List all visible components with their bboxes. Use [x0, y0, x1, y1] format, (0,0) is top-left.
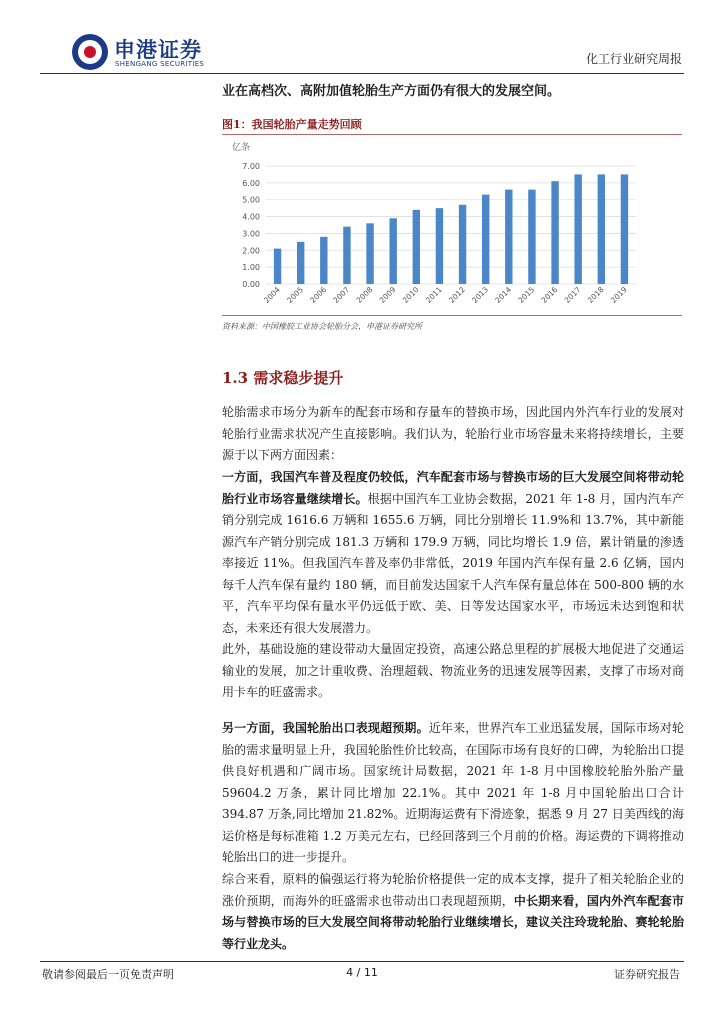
y-tick-label: 7.00: [242, 162, 260, 171]
footer-divider: [40, 961, 684, 962]
paragraph-5-bold: 中长期来看，国内外汽车配套市场与替换市场的巨大发展空间将带动轮胎行业继续增长: [222, 893, 684, 929]
page-number: 4 / 11: [346, 966, 378, 979]
x-tick-label: 2017: [562, 285, 583, 305]
x-tick-label: 2008: [354, 285, 375, 305]
footer-report-label: 证券研究报告: [614, 968, 680, 981]
x-tick-label: 2018: [585, 285, 606, 305]
brand-name-en: SHENGANG SECURITIES: [115, 60, 205, 68]
chart-y-ticks: [242, 162, 260, 289]
chart-bars: [274, 174, 628, 284]
x-tick-label: 2005: [285, 285, 306, 305]
x-tick-label: 2016: [539, 285, 560, 305]
x-tick-label: 2009: [377, 285, 398, 305]
report-type: 化工行业研究周报: [585, 52, 682, 66]
paragraph-2: [222, 467, 684, 639]
bar-2017: [574, 174, 581, 284]
y-tick-label: 4.00: [242, 212, 260, 222]
bar-2006: [320, 237, 327, 284]
y-tick-label: 3.00: [242, 229, 260, 239]
header-divider: [40, 73, 684, 74]
x-tick-label: 2014: [493, 285, 514, 305]
chart-y-label: 亿条: [232, 143, 251, 153]
paragraph-1: [222, 402, 684, 467]
paragraph-2-text: 根据中国汽车工业协会数据，2021 年 1-8 月，国内汽车产销分别完成 1616.6 万辆和 1655.6 万辆，同比分别增长 11.9%和 13.7%，其中新能源汽车产销分别完成 181.3 万辆和 179.9 万辆，同比均增长 1.9 倍，累计销量的渗透率接近 11%。但我国汽车普及率仍非常低，2019 年国内汽车保有量 2.6 亿辆，国内每千人汽车保有量约 180 辆，而目前发达国家千人汽车保有量总体在 500-800 辆的水平，汽车平均保有量水平仍远低于欧、美、日等发达国家水平，市场远未达到饱和状态，未来还有很大发展潜力。: [222, 491, 684, 635]
bar-2004: [274, 249, 281, 284]
shengang-logo-icon: [72, 34, 108, 70]
bar-2013: [482, 195, 489, 284]
x-tick-label: 2019: [608, 285, 629, 305]
chart-x-ticks: [262, 285, 629, 305]
x-tick-label: 2006: [308, 285, 329, 305]
bar-2010: [413, 210, 420, 284]
bar-2016: [551, 181, 558, 284]
x-tick-label: 2007: [331, 285, 352, 305]
paragraph-5-text-end: ，建议关注玲珑轮胎、赛轮轮胎等行业龙头。: [222, 915, 684, 951]
bar-2011: [436, 208, 443, 284]
x-tick-label: 2013: [470, 285, 491, 305]
chart-svg: [222, 136, 682, 312]
y-tick-label: 5.00: [242, 195, 260, 205]
paragraph-5: [222, 869, 684, 955]
y-tick-label: 6.00: [242, 178, 260, 188]
paragraph-2-bold: 一方面，我国汽车普及程度仍较低，汽车配套市场与替换市场的巨大发展空间将带动轮胎行业市场容量继续增长。: [222, 470, 684, 506]
bar-2019: [621, 174, 628, 284]
x-tick-label: 2015: [516, 285, 537, 305]
y-tick-label: 0.00: [242, 280, 260, 289]
bar-2005: [297, 242, 304, 284]
paragraph-5-text-start: 综合来看，原料的偏强运行将为轮胎价格提供一定的成本支撑，提升了相关轮胎企业的涨价预期，而海外的旺盛需求也带动出口表现超预期，: [222, 872, 684, 908]
brand-name: 申港证券: [114, 38, 202, 62]
paragraph-4-bold: 另一方面，我国轮胎出口表现超预期。: [222, 721, 429, 735]
intro-line: 业在高档次、高附加值轮胎生产方面仍有很大的发展空间。: [222, 84, 561, 99]
figure-source: 资料来源：中国橡胶工业协会轮胎分会，申港证券研究所: [222, 322, 422, 331]
figure-divider-top: [222, 134, 682, 135]
bar-2015: [528, 190, 535, 284]
paragraph-1-text: 轮胎需求市场分为新车的配套市场和存量车的替换市场，因此国内外汽车行业的发展对轮胎行业需求状况产生直接影响。我们认为，轮胎行业市场容量未来将持续增长，主要源于以下两方面因素：: [222, 405, 684, 462]
y-tick-label: 1.00: [242, 263, 260, 273]
paragraph-4-text: 近年来，世界汽车工业迅猛发展，国际市场对轮胎的需求量明显上升，我国轮胎性价比较高，在国际市场有良好的口碑，为轮胎出口提供良好机遇和广阔市场。国家统计局数据，2021 年 1-8 月中国橡胶轮胎外胎产量 59604.2 万条，累计同比增加 22.1%。其中 2021 年 1-8 月中国轮胎出口合计 394.87 万条,同比增加 21.82%。近期海运费有下滑迹象，据悉 9 月 27 日美西线的海运价格是每标准箱 1.2 万美元左右，已经回落到三个月前的价格。海运费的下调将推动轮胎出口的进一步提升。: [222, 721, 684, 864]
x-tick-label: 2011: [423, 285, 444, 305]
bar-2008: [366, 223, 373, 284]
paragraph-3: [222, 639, 684, 704]
bar-2009: [389, 218, 396, 284]
page-header: [0, 0, 724, 74]
y-tick-label: 2.00: [242, 246, 260, 256]
figure-divider-bottom: [222, 315, 682, 316]
paragraph-3-text: 此外，基础设施的建设带动大量固定投资，高速公路总里程的扩展极大地促进了交通运输业的发展，加之计重收费、治理超载、物流业务的迅速发展等因素，支撑了市场对商用卡车的旺盛需求。: [222, 642, 684, 699]
section-title: 1.3 需求稳步提升: [222, 369, 344, 387]
x-tick-label: 2004: [262, 285, 282, 305]
figure-title: 图1：我国轮胎产量走势回顾: [222, 118, 362, 131]
tire-production-chart: [222, 136, 682, 312]
paragraph-4: [222, 718, 684, 869]
bar-2014: [505, 190, 512, 284]
x-tick-label: 2012: [447, 285, 467, 305]
bar-2012: [459, 205, 466, 284]
x-tick-label: 2010: [400, 285, 421, 305]
footer-disclaimer: 敬请参阅最后一页免责声明: [42, 968, 174, 981]
bar-2018: [598, 174, 605, 284]
bar-2007: [343, 227, 350, 284]
